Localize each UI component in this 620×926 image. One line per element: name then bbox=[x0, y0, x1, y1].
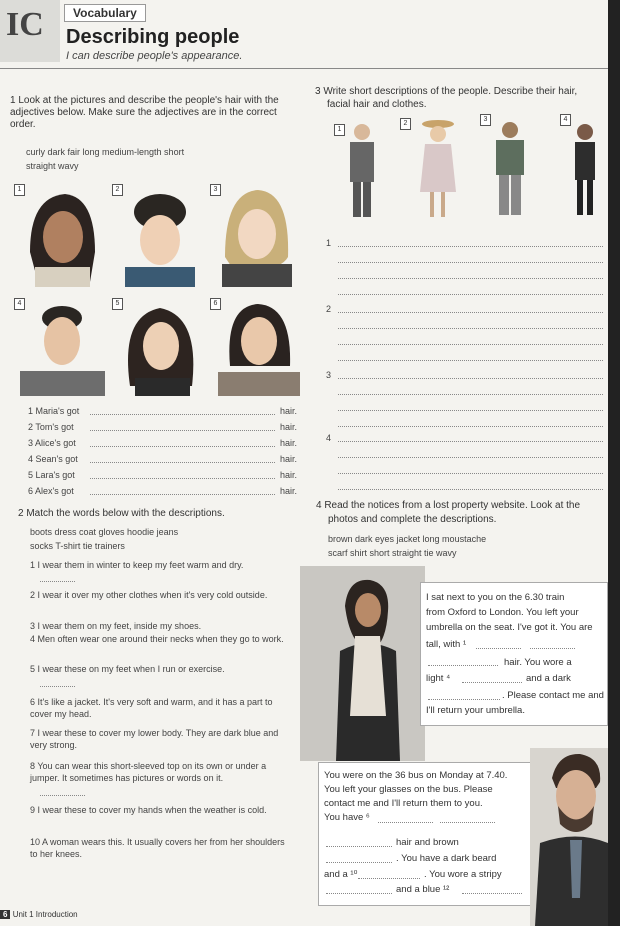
ex3-line-2a[interactable] bbox=[338, 312, 603, 313]
unit-label: Unit 1 Introduction bbox=[12, 910, 78, 919]
lesson-code: IC bbox=[6, 6, 44, 43]
ex1-answer-line-5[interactable] bbox=[90, 478, 275, 479]
ex3-line-1b[interactable] bbox=[338, 262, 603, 263]
notice-1-line-1: I sat next to you on the 6.30 train bbox=[426, 592, 565, 603]
ex2-item-2: 2 I wear it over my other clothes when it's very cold outside. bbox=[30, 590, 268, 600]
notice-1-line-6: light ⁴ bbox=[426, 673, 451, 684]
notice-2-line-8: . You wore a stripy bbox=[424, 869, 502, 880]
ex1-item-4: 4 Sean's got bbox=[28, 454, 78, 464]
notice-2-blank-7[interactable] bbox=[462, 893, 522, 894]
page-edge bbox=[608, 0, 620, 926]
ex1-item-2: 2 Tom's got bbox=[28, 422, 74, 432]
ex2-item-1: 1 I wear them in winter to keep my feet warm and dry. bbox=[30, 560, 244, 570]
notice-2-blank-2[interactable] bbox=[440, 822, 495, 823]
ex3-instruction-line-1: 3 Write short descriptions of the people. Describe their hair, bbox=[315, 86, 578, 97]
notice-1-line-9: I'll return your umbrella. bbox=[426, 705, 525, 716]
ex4-word-bank-2: scarf shirt short straight tie wavy bbox=[328, 548, 457, 558]
ex3-number-1: 1 bbox=[334, 124, 345, 136]
notice-1-line-8: . Please contact me and bbox=[502, 690, 604, 701]
notice-2-blank-6[interactable] bbox=[326, 893, 392, 894]
ex1-answer-line-3[interactable] bbox=[90, 446, 275, 447]
ex1-number-3: 3 bbox=[210, 184, 221, 196]
notice-2-blank-4[interactable] bbox=[326, 862, 392, 863]
woman-photo bbox=[300, 566, 425, 761]
ex3-line-1c[interactable] bbox=[338, 278, 603, 279]
notice-1-blank-5[interactable] bbox=[428, 699, 500, 700]
ex3-people-illustration bbox=[330, 112, 605, 222]
ex3-number-3: 3 bbox=[480, 114, 491, 126]
notice-1-line-7: and a dark bbox=[526, 673, 571, 684]
ex1-item-2-end: hair. bbox=[280, 422, 298, 432]
ex1-item-5-end: hair. bbox=[280, 470, 298, 480]
notice-1-blank-2[interactable] bbox=[530, 648, 575, 649]
notice-1-line-2: from Oxford to London. You left your bbox=[426, 607, 579, 618]
ex3-line-1d[interactable] bbox=[338, 294, 603, 295]
notice-2-line-7: and a ¹⁰ bbox=[324, 869, 358, 880]
ex4-instruction-line-1: 4 Read the notices from a lost property website. Look at the bbox=[316, 500, 581, 511]
notice-2-line-1: You were on the 36 bus on Monday at 7.40. bbox=[324, 770, 508, 781]
notice-2-line-2: You left your glasses on the bus. Please bbox=[324, 784, 493, 795]
ex1-answer-line-6[interactable] bbox=[90, 494, 275, 495]
notice-2-blank-1[interactable] bbox=[378, 822, 433, 823]
ex1-number-4: 4 bbox=[14, 298, 25, 310]
notice-2-line-4: You have ⁶ bbox=[324, 812, 370, 823]
notice-2-line-5: hair and brown bbox=[396, 837, 459, 848]
ex3-line-3c[interactable] bbox=[338, 410, 603, 411]
ex3-number-4: 4 bbox=[560, 114, 571, 126]
face-maria-icon bbox=[30, 194, 95, 287]
notice-2-line-3: contact me and I'll return them to you. bbox=[324, 798, 483, 809]
notice-1-line-4: tall, with ¹ bbox=[426, 639, 467, 650]
ex2-word-bank-2: socks T-shirt tie trainers bbox=[30, 541, 125, 551]
ex3-line-2c[interactable] bbox=[338, 344, 603, 345]
page-title: Describing people bbox=[66, 26, 240, 48]
ex1-word-bank-2: straight wavy bbox=[26, 161, 79, 171]
man-photo bbox=[530, 748, 608, 926]
ex1-number-5: 5 bbox=[112, 298, 123, 310]
ex3-line-label-2: 2 bbox=[326, 304, 332, 314]
notice-1-blank-4[interactable] bbox=[462, 682, 522, 683]
ex2-word-bank-1: boots dress coat gloves hoodie jeans bbox=[30, 527, 179, 537]
section-tag: Vocabulary bbox=[64, 4, 146, 22]
notice-2-line-6: . You have a dark beard bbox=[396, 853, 497, 864]
ex2-item-10: 10 A woman wears this. It usually covers her from her shoulders to her knees. bbox=[30, 837, 285, 859]
faces-row-2-illustration bbox=[10, 296, 300, 396]
lesson-badge bbox=[0, 0, 60, 62]
ex1-item-5: 5 Lara's got bbox=[28, 470, 75, 480]
ex2-item-6: 6 It's like a jacket. It's very soft and warm, and it has a part to cover my head. bbox=[30, 697, 273, 719]
ex3-line-3b[interactable] bbox=[338, 394, 603, 395]
ex1-answer-line-1[interactable] bbox=[90, 414, 275, 415]
notice-1-line-5: hair. You wore a bbox=[504, 657, 572, 668]
page-subtitle: I can describe people's appearance. bbox=[66, 50, 243, 62]
notice-1-blank-1[interactable] bbox=[476, 648, 521, 649]
ex1-number-1: 1 bbox=[14, 184, 25, 196]
ex2-item-5: 5 I wear these on my feet when I run or exercise. bbox=[30, 664, 225, 674]
ex1-answer-line-2[interactable] bbox=[90, 430, 275, 431]
face-sean-icon bbox=[20, 306, 105, 396]
ex3-line-4b[interactable] bbox=[338, 457, 603, 458]
faces-row-1-illustration bbox=[10, 182, 300, 287]
ex1-word-bank-1: curly dark fair long medium-length short bbox=[26, 147, 185, 157]
ex3-number-2: 2 bbox=[400, 118, 411, 130]
person-3-icon bbox=[496, 122, 524, 215]
face-alice-icon bbox=[222, 190, 292, 287]
face-tom-icon bbox=[125, 194, 195, 287]
ex3-line-2d[interactable] bbox=[338, 360, 603, 361]
page-number: 6 bbox=[0, 910, 10, 919]
ex3-line-label-1: 1 bbox=[326, 238, 332, 248]
notice-2-blank-5[interactable] bbox=[358, 878, 420, 879]
person-1-icon bbox=[350, 124, 374, 217]
ex1-item-1-end: hair. bbox=[280, 406, 298, 416]
ex1-item-3-end: hair. bbox=[280, 438, 298, 448]
page-footer bbox=[0, 910, 78, 919]
ex2-item-8: 8 You can wear this short-sleeved top on its own or under a jumper. It sometimes has pictures or words on it. bbox=[30, 761, 267, 783]
ex1-item-6: 6 Alex's got bbox=[28, 486, 74, 496]
ex1-item-1: 1 Maria's got bbox=[28, 406, 80, 416]
ex3-line-3a[interactable] bbox=[338, 378, 603, 379]
ex3-line-4d[interactable] bbox=[338, 489, 603, 490]
ex3-line-3d[interactable] bbox=[338, 426, 603, 427]
ex2-answer-line-1[interactable] bbox=[40, 581, 75, 582]
ex2-item-7: 7 I wear these to cover my lower body. They are dark blue and very strong. bbox=[30, 728, 279, 750]
ex2-instruction: 2 Match the words below with the descriptions. bbox=[18, 508, 225, 519]
notice-1-blank-3[interactable] bbox=[428, 665, 498, 666]
ex2-item-4: 4 Men often wear one around their necks when they go to work. bbox=[30, 634, 284, 644]
ex3-instruction-line-2: facial hair and clothes. bbox=[327, 99, 427, 110]
ex2-item-9: 9 I wear these to cover my hands when the weather is cold. bbox=[30, 805, 267, 815]
ex2-answer-line-8[interactable] bbox=[40, 795, 85, 796]
header-divider bbox=[0, 68, 608, 69]
face-alex-icon bbox=[218, 304, 300, 396]
person-4-icon bbox=[575, 124, 595, 215]
ex1-number-2: 2 bbox=[112, 184, 123, 196]
ex2-item-3: 3 I wear them on my feet, inside my shoes. bbox=[30, 621, 202, 631]
ex3-line-label-3: 3 bbox=[326, 370, 332, 380]
ex1-instruction: 1 Look at the pictures and describe the people's hair with the adjectives below. Make sure the adjectives are in the correct order. bbox=[10, 95, 279, 130]
ex1-number-6: 6 bbox=[210, 298, 221, 310]
ex3-line-4c[interactable] bbox=[338, 473, 603, 474]
ex3-line-1a[interactable] bbox=[338, 246, 603, 247]
ex1-item-4-end: hair. bbox=[280, 454, 298, 464]
notice-2-blank-3[interactable] bbox=[326, 846, 392, 847]
person-2-icon bbox=[420, 120, 456, 217]
ex4-instruction-line-2: photos and complete the descriptions. bbox=[328, 514, 497, 525]
ex1-item-6-end: hair. bbox=[280, 486, 298, 496]
ex3-line-2b[interactable] bbox=[338, 328, 603, 329]
notice-1-line-3: umbrella on the seat. I've got it. You are bbox=[426, 622, 593, 633]
ex3-line-4a[interactable] bbox=[338, 441, 603, 442]
ex2-answer-line-5[interactable] bbox=[40, 686, 75, 687]
ex4-word-bank-1: brown dark eyes jacket long moustache bbox=[328, 534, 487, 544]
ex1-item-3: 3 Alice's got bbox=[28, 438, 76, 448]
notice-2-line-9: and a blue ¹² bbox=[396, 884, 450, 895]
face-lara-icon bbox=[128, 308, 193, 396]
ex3-line-label-4: 4 bbox=[326, 433, 332, 443]
ex1-answer-line-4[interactable] bbox=[90, 462, 275, 463]
